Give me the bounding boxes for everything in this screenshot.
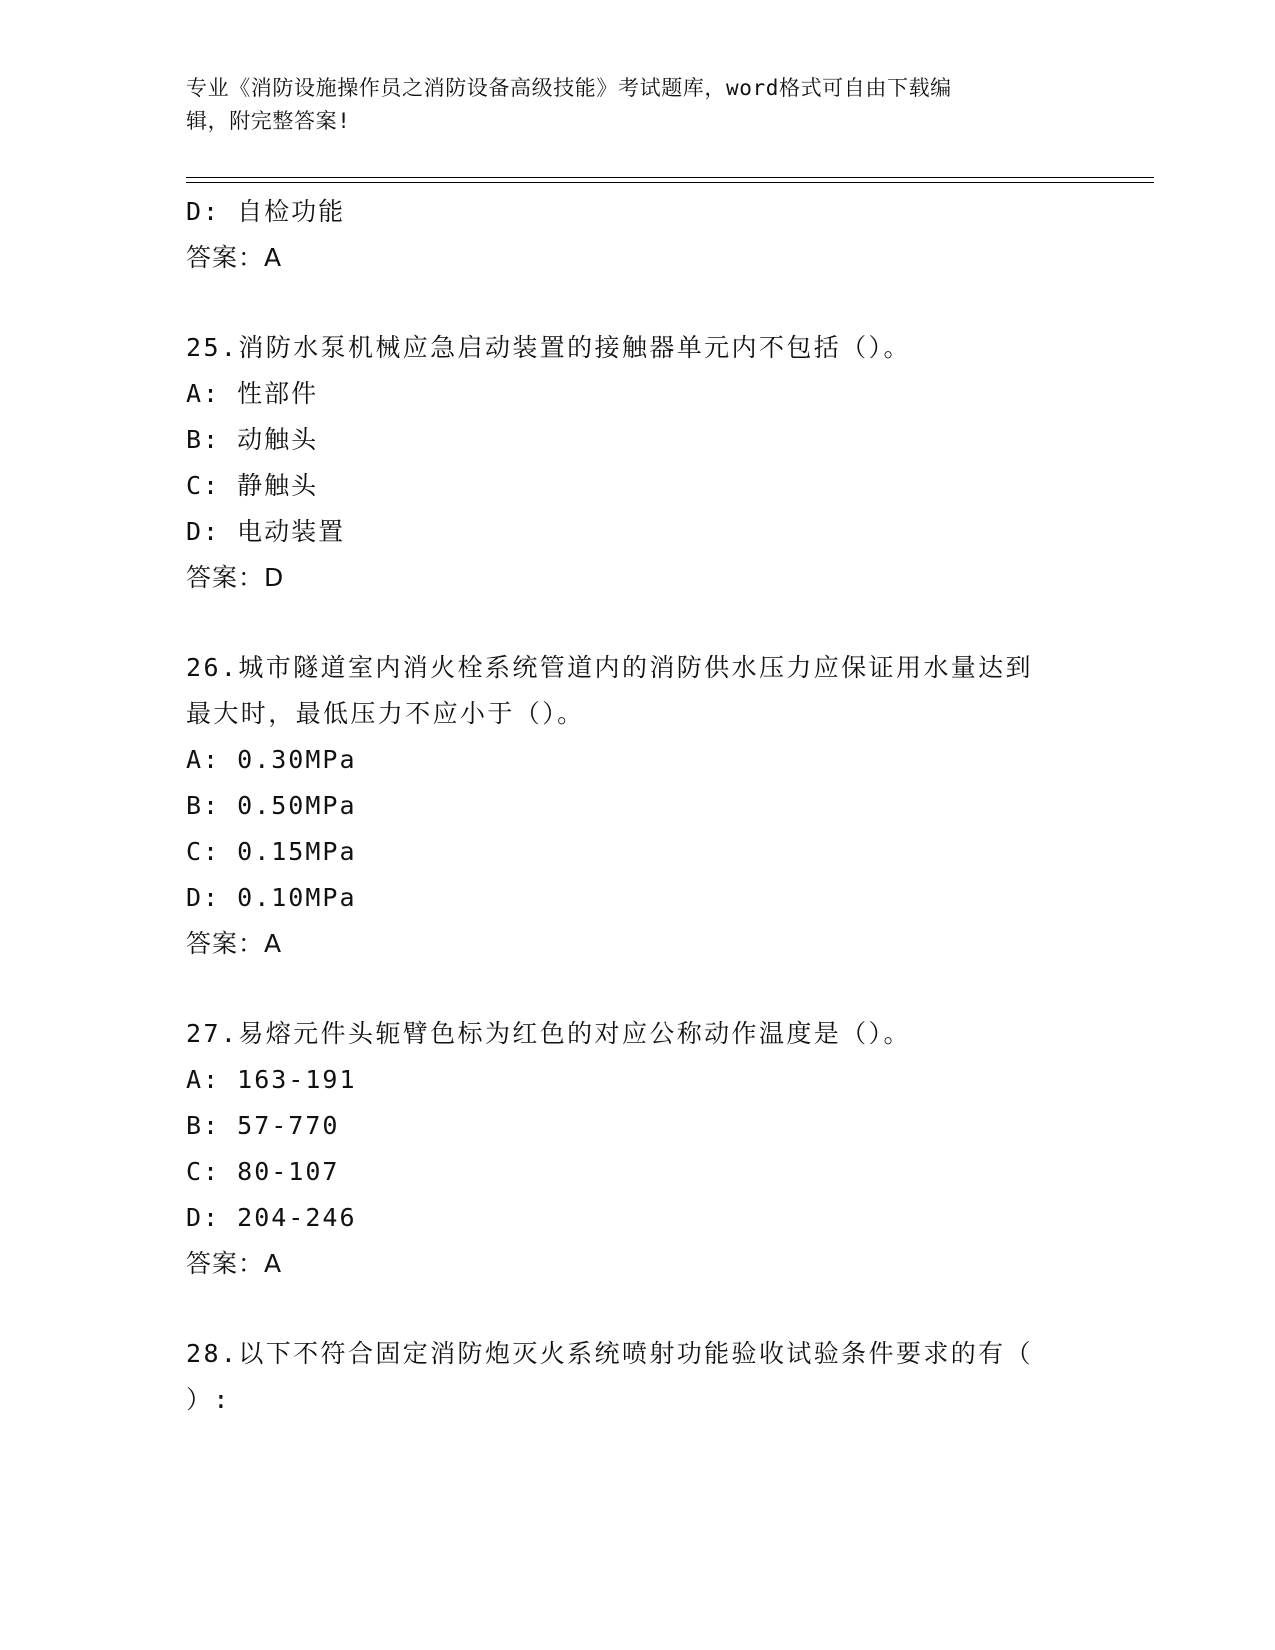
option-d: D: 204-246: [186, 1203, 357, 1232]
option-b: B: 动触头: [186, 425, 319, 454]
option-c: C: 0.15MPa: [186, 837, 357, 866]
question-list: [186, 189, 1086, 1423]
option-c: C: 静触头: [186, 471, 319, 500]
header-text-line-1: 专业《消防设施操作员之消防设备高级技能》考试题库，word格式可自由下载编: [186, 76, 952, 100]
option-d: D: 电动装置: [186, 517, 346, 546]
option-b: B: 57-770: [186, 1111, 340, 1140]
option-d: D: 自检功能: [186, 197, 346, 226]
question-stem: 27.易熔元件头轭臂色标为红色的对应公称动作温度是（）。: [186, 1019, 911, 1048]
option-a: A: 0.30MPa: [186, 745, 357, 774]
option-a: A: 性部件: [186, 379, 319, 408]
option-c: C: 80-107: [186, 1157, 340, 1186]
question-27: [186, 1011, 1086, 1287]
header-divider-top: [186, 177, 1154, 178]
answer-line: 答案：A: [186, 243, 283, 272]
question-stem-line-1: 26.城市隧道室内消火栓系统管道内的消防供水压力应保证用水量达到: [186, 653, 1033, 682]
document-header: [186, 72, 1066, 138]
question-stem: 25.消防水泵机械应急启动装置的接触器单元内不包括（）。: [186, 333, 911, 362]
option-b: B: 0.50MPa: [186, 791, 357, 820]
question-fragment: [186, 189, 1086, 281]
question-26: [186, 645, 1086, 967]
header-text-line-2: 辑，附完整答案!: [186, 109, 351, 133]
option-a: A: 163-191: [186, 1065, 357, 1094]
question-stem-line-1: 28.以下不符合固定消防炮灭火系统喷射功能验收试验条件要求的有（: [186, 1339, 1033, 1368]
question-25: [186, 325, 1086, 601]
answer-line: 答案：A: [186, 929, 283, 958]
answer-line: 答案：A: [186, 1249, 283, 1278]
answer-line: 答案：D: [186, 563, 285, 592]
option-d: D: 0.10MPa: [186, 883, 357, 912]
header-divider-bottom: [186, 182, 1154, 183]
question-28: [186, 1331, 1086, 1423]
question-stem-line-2: 最大时，最低压力不应小于（）。: [186, 699, 585, 728]
question-stem-line-2: ）:: [186, 1385, 231, 1414]
